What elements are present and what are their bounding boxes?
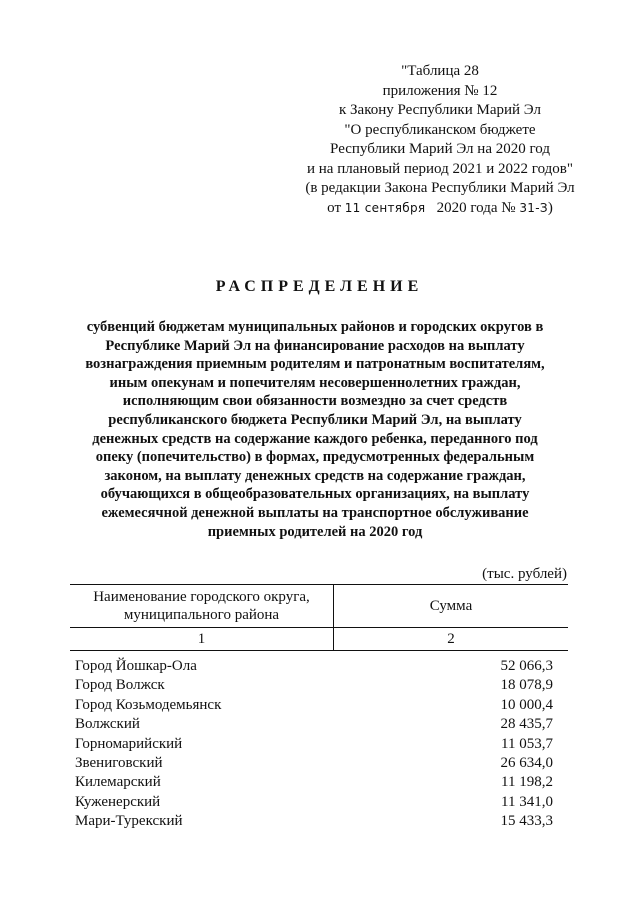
amendment-number: 31-З bbox=[519, 200, 548, 215]
row-name: Город Козьмодемьянск bbox=[75, 696, 222, 713]
column-number-1: 1 bbox=[70, 628, 334, 650]
header-line: (в редакции Закона Республики Марий Эл bbox=[305, 180, 575, 196]
table-reference-header bbox=[250, 62, 630, 218]
row-amount: 11 198,2 bbox=[501, 774, 553, 791]
amendment-date: 11 сентября bbox=[344, 200, 426, 215]
row-name: Килемарский bbox=[75, 774, 161, 791]
subtitle-line: иным опекунам и попечителям несовершеннолетних граждан, bbox=[109, 374, 521, 391]
column-header-amount: Сумма bbox=[429, 597, 473, 614]
units-label: (тыс. рублей) bbox=[482, 566, 567, 582]
subtitle-line: субвенций бюджетам муниципальных районов и городских округов в bbox=[86, 319, 544, 335]
row-amount: 52 066,3 bbox=[500, 658, 553, 674]
table-body bbox=[75, 657, 553, 832]
header-line: "Таблица 28 bbox=[401, 63, 479, 79]
amendment-prefix: от bbox=[327, 199, 341, 216]
row-name: Город Волжск bbox=[75, 677, 165, 694]
row-name: Горномарийский bbox=[75, 735, 183, 752]
table-row bbox=[75, 812, 553, 831]
row-name: Город Йошкар-Ола bbox=[75, 658, 197, 674]
row-name: Звениговский bbox=[75, 754, 163, 771]
row-amount: 26 634,0 bbox=[500, 754, 553, 771]
amendment-line bbox=[250, 199, 630, 219]
subtitle-line: приемных родителей на 2020 год bbox=[207, 523, 423, 540]
table-row bbox=[75, 715, 553, 734]
table-column-numbers-row bbox=[70, 628, 568, 650]
table-row bbox=[75, 657, 553, 676]
header-line: к Закону Республики Марий Эл bbox=[338, 102, 541, 118]
table-row bbox=[75, 793, 553, 812]
subtitle-line: ежемесячной денежной выплаты на транспортное обслуживание bbox=[101, 504, 529, 521]
column-number-2: 2 bbox=[447, 630, 455, 647]
subtitle-line: законом, на выплату денежных средств на содержание граждан, bbox=[104, 467, 526, 484]
subtitle-line: вознаграждения приемным родителям и патронатным воспитателям, bbox=[85, 356, 545, 373]
row-amount: 15 433,3 bbox=[500, 813, 553, 830]
document-title: РАСПРЕДЕЛЕНИЕ bbox=[215, 278, 424, 295]
table-header bbox=[70, 584, 568, 651]
row-amount: 28 435,7 bbox=[500, 716, 553, 733]
subtitle-line: обучающихся в общеобразовательных организациях, на выплату bbox=[100, 486, 530, 503]
row-name: Мари-Турекский bbox=[75, 813, 183, 830]
subtitle-line: исполняющим свои обязанности возмездно за счет средств bbox=[122, 393, 508, 410]
header-line: Республики Марий Эл на 2020 год bbox=[330, 141, 550, 157]
row-name: Волжский bbox=[75, 716, 140, 733]
header-line: и на плановый период 2021 и 2022 годов" bbox=[307, 160, 573, 177]
subtitle-line: Республике Марий Эл на финансирование расходов на выплату bbox=[105, 337, 525, 354]
row-amount: 11 053,7 bbox=[501, 735, 553, 752]
header-line: приложения № 12 bbox=[382, 82, 498, 99]
row-name: Куженерский bbox=[75, 793, 161, 810]
subtitle-line: денежных средств на содержание каждого ребенка, переданного под bbox=[92, 430, 538, 447]
amendment-year: 2020 года № bbox=[436, 199, 516, 216]
row-amount: 11 341,0 bbox=[501, 793, 553, 810]
subtitle-line: опеку (попечительство) в формах, предусмотренных федеральным bbox=[95, 449, 535, 466]
document-subtitle bbox=[60, 318, 570, 541]
table-row bbox=[75, 754, 553, 773]
table-row bbox=[75, 676, 553, 695]
row-amount: 18 078,9 bbox=[500, 677, 553, 694]
column-header-name: Наименование городского округа, муниципального района bbox=[70, 585, 334, 627]
table-row bbox=[75, 696, 553, 715]
subtitle-line: республиканского бюджета Республики Марий Эл, на выплату bbox=[108, 411, 522, 428]
amendment-suffix: ) bbox=[547, 199, 553, 216]
row-amount: 10 000,4 bbox=[500, 696, 553, 713]
table-row bbox=[75, 735, 553, 754]
table-row bbox=[75, 773, 553, 792]
table-header-row bbox=[70, 585, 568, 628]
header-line: "О республиканском бюджете bbox=[344, 121, 536, 138]
